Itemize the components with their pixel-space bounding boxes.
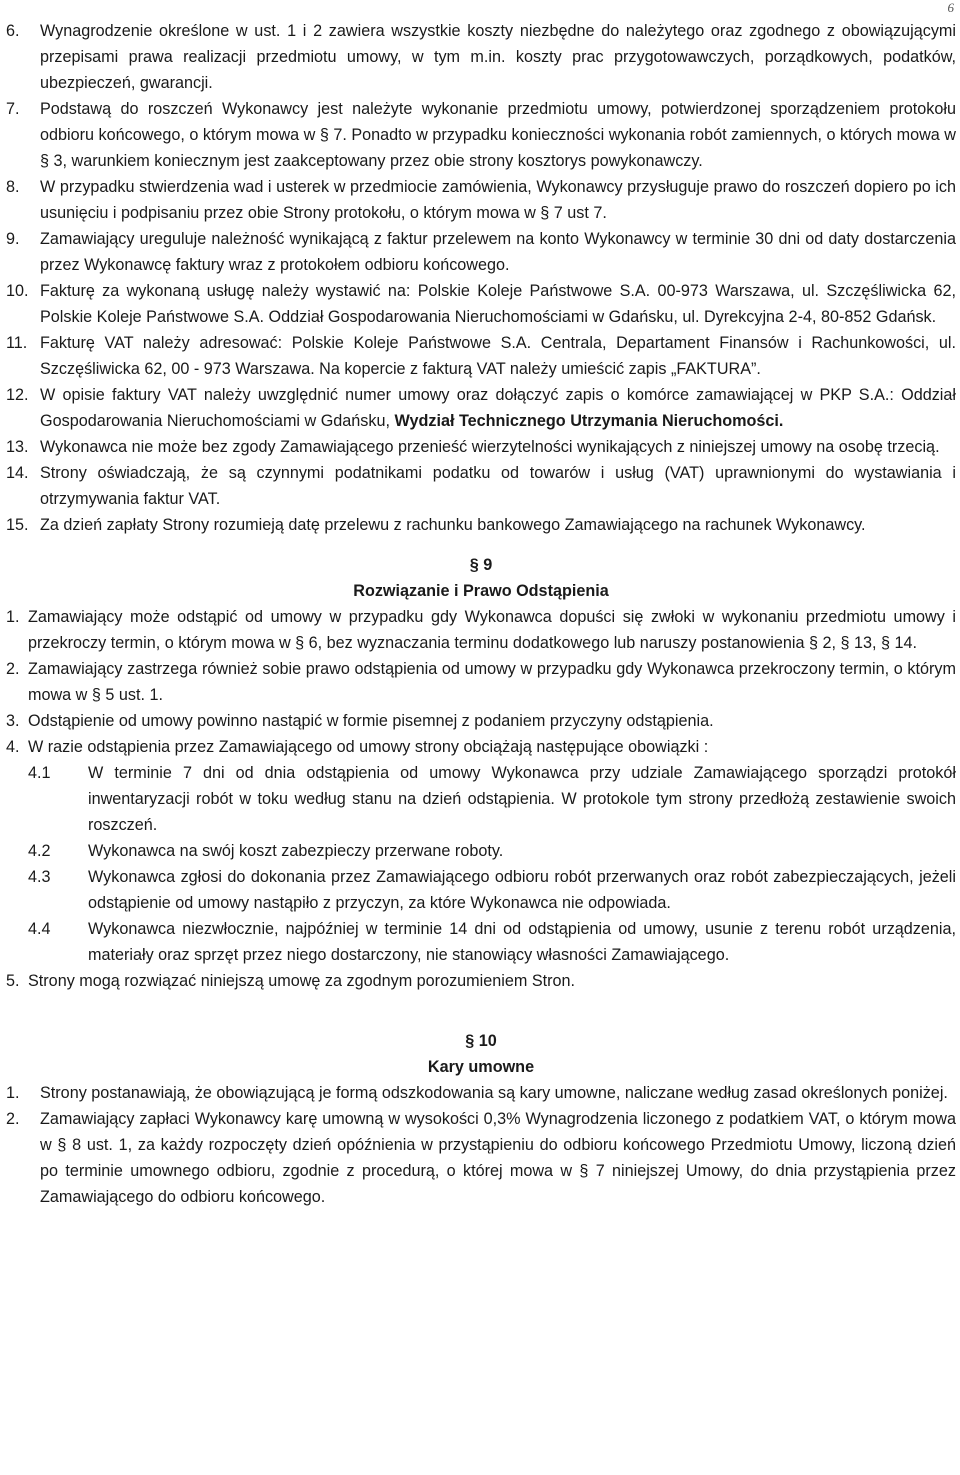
sub-list-item: 4.3 Wykonawca zgłosi do dokonania przez Zamawiającego odbioru robót przerwanych oraz robót zabezpieczających, jeżeli odstąpienie od umowy nastąpiło z przyczyn, za które Wykonawca nie odpowiada.	[28, 868, 956, 912]
page-number: 6	[947, 0, 954, 15]
list-item: 13. Wykonawca nie może bez zgody Zamawiającego przenieść wierzytelności wynikających z niniejszej umowy na osobę trzecią.	[6, 438, 940, 456]
list-item: 2. Zamawiający zastrzega również sobie prawo odstąpienia od umowy w przypadku gdy Wykonawca przekroczony termin, o którym mowa w § 5 ust. 1.	[6, 660, 956, 704]
sub-list-item: 4.1 W terminie 7 dni od dnia odstąpienia od umowy Wykonawca przy udziale Zamawiającego sporządzi protokół inwentaryzacji robót w toku według stanu na dzień odstąpienia. W protokole tym strony przedłożą zestawienie swoich roszczeń.	[28, 764, 956, 834]
list-item: 14. Strony oświadczają, że są czynnymi podatnikami podatku od towarów i usług (VAT) uprawnionymi do wystawiania i otrzymywania faktur VAT.	[6, 464, 956, 508]
list-item: 11. Fakturę VAT należy adresować: Polskie Koleje Państwowe S.A. Centrala, Departament Finansów i Rachunkowości, ul. Szczęśliwicka 62, 00 - 973 Warszawa. Na kopercie z fakturą VAT należy umieścić zapis „FAKTURA”.	[6, 334, 956, 378]
list-item: 1. Strony postanawiają, że obowiązującą je formą odszkodowania są kary umowne, naliczane według zasad określonych poniżej.	[6, 1084, 948, 1102]
list-item: 3. Odstąpienie od umowy powinno nastąpić w formie pisemnej z podaniem przyczyny odstąpienia.	[6, 712, 714, 730]
list-item: 6. Wynagrodzenie określone w ust. 1 i 2 zawiera wszystkie koszty niezbędne do należytego oraz zgodnego z obowiązującymi przepisami prawa realizacji przedmiotu umowy, w tym m.in. koszty prac przygotowawczych, porządkowych, podatków, ubezpieczeń, gwarancji.	[6, 22, 956, 92]
list-item: 2. Zamawiający zapłaci Wykonawcy karę umowną w wysokości 0,3% Wynagrodzenia liczonego z podatkiem VAT, o którym mowa w § 8 ust. 1, za każdy rozpoczęty dzień opóźnienia w przystąpieniu do odbioru końcowego Przedmiotu Umowy, liczoną dzień po terminie umownego odbioru, zgodnie z procedurą, o której mowa w § 7 niniejszej Umowy, do dnia przystąpienia przez Zamawiającego do odbioru końcowego.	[6, 1110, 956, 1206]
sub-list-item: 4.4 Wykonawca niezwłocznie, najpóźniej w terminie 14 dni od odstąpienia od umowy, usunie z terenu robót urządzenia, materiały oraz sprzęt przez niego dostarczony, nie stanowiący własności Zamawiającego.	[28, 920, 956, 964]
section-10	[6, 1028, 956, 1210]
payment-clauses-list	[6, 18, 956, 538]
list-item: 12. W opisie faktury VAT należy uwzględnić numer umowy oraz dołączyć zapis o komórce zamawiającej w PKP S.A.: Oddział Gospodarowania Nieruchomościami w Gdańsku, Wydział Technicznego Utrzymania Nieruchomości.	[6, 386, 956, 430]
list-item: 9. Zamawiający ureguluje należność wynikającą z faktur przelewem na konto Wykonawcy w terminie 30 dni od daty dostarczenia przez Wykonawcę faktury wraz z protokołem odbioru końcowego.	[6, 230, 956, 274]
section-9-title: Rozwiązanie i Prawo Odstąpienia	[353, 582, 609, 600]
list-item: 15. Za dzień zapłaty Strony rozumieją datę przelewu z rachunku bankowego Zamawiającego na rachunek Wykonawcy.	[6, 516, 866, 534]
list-item: 8. W przypadku stwierdzenia wad i usterek w przedmiocie zamówienia, Wykonawcy przysługuje prawo do roszczeń dopiero po ich usunięciu i podpisaniu przez obie Strony protokołu, o którym mowa w § 7 ust 7.	[6, 178, 956, 222]
section-10-title: Kary umowne	[427, 1058, 535, 1076]
sub-list	[6, 760, 956, 968]
spacer	[6, 994, 956, 1028]
spacer	[6, 538, 956, 552]
list-item: 5. Strony mogą rozwiązać niniejszą umowę za zgodnym porozumieniem Stron.	[6, 972, 576, 990]
list-item: 7. Podstawą do roszczeń Wykonawcy jest należyte wykonanie przedmiotu umowy, potwierdzonej sporządzeniem protokołu odbioru końcowego, o którym mowa w § 7. Ponadto w przypadku konieczności wykonania robót zamiennych, o których mowa w § 3, warunkiem koniecznym jest zaakceptowany przez obie strony kosztorys powykonawczy.	[6, 100, 956, 170]
section-10-number: § 10	[465, 1032, 497, 1050]
section-9-number: § 9	[469, 556, 493, 574]
bold-department-name: Wydział Technicznego Utrzymania Nieruchomości.	[394, 412, 784, 430]
section-9	[6, 552, 956, 994]
list-item: 4. W razie odstąpienia przez Zamawiającego od umowy strony obciążają następujące obowiązki :	[6, 738, 709, 756]
list-item: 10. Fakturę za wykonaną usługę należy wystawić na: Polskie Koleje Państwowe S.A. 00-973 Warszawa, ul. Szczęśliwicka 62, Polskie Koleje Państwowe S.A. Oddział Gospodarowania Nieruchomościami w Gdańsku, ul. Dyrekcyjna 2-4, 80-852 Gdańsk.	[6, 282, 956, 326]
list-item: 1. Zamawiający może odstąpić od umowy w przypadku gdy Wykonawca dopuści się zwłoki w wykonaniu przedmiotu umowy i przekroczy termin, o którym mowa w § 6, bez wyznaczania terminu dodatkowego lub naruszy postanowienia § 2, § 13, § 14.	[6, 608, 956, 652]
sub-list-item: 4.2 Wykonawca na swój koszt zabezpieczy przerwane roboty.	[28, 842, 504, 860]
